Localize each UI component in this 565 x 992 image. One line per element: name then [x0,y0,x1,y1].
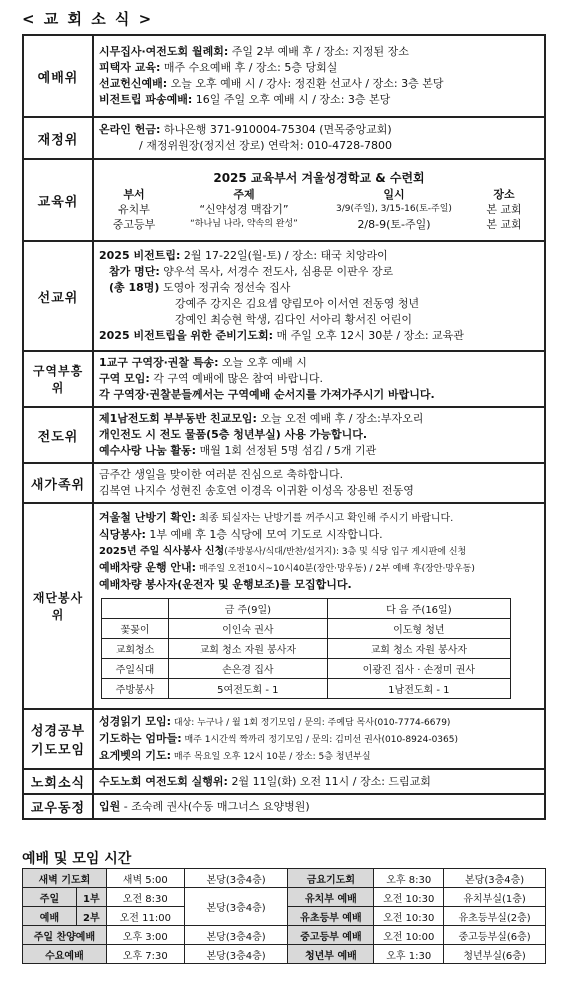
row-worship [23,35,545,117]
worship-line-bold: 시무집사·여전도회 월례회: [99,45,229,58]
presbytery-line-bold: 수도노회 여전도회 실행위: [99,774,228,788]
cat-presbytery: 노회소식 [23,769,93,794]
edu-cell: 중고등부 [112,217,156,231]
district-line-text: 각 구역 예배에 많은 참여 바랍니다. [149,372,323,385]
sched-place: 본당(3층4층) [184,945,288,964]
sched-time: 오후 8:30 [374,869,444,888]
edu-cell: 3/9(주일), 3/15-16(토-주일) [336,203,452,214]
education-content [93,159,545,241]
sched-time: 오후 3:00 [106,926,184,945]
worship-line-text: 주일 2부 예배 후 / 장소: 지정된 장소 [228,45,409,58]
sched-label: 1부 [76,888,106,907]
mission-line-text: 강예주 강지은 김요셉 양림모아 이서연 전동영 청년 [175,297,420,310]
duty-row [102,638,511,658]
sched-time: 오전 10:30 [374,907,444,926]
service-line-text: 예배차량 봉사자(운전자 및 운행보조)를 모집합니다. [99,577,352,591]
sched-place: 본당(3층4층) [184,869,288,888]
cat-bible [23,709,93,769]
worship-line-text: 오늘 오후 예배 시 / 강사: 정진환 선교사 / 장소: 3층 본당 [167,77,444,90]
sched-place: 중고등부실(6층) [444,926,546,945]
row-evangelism [23,407,545,463]
row-bible [23,709,545,769]
sched-place: 유초등부실(2층) [444,907,546,926]
cat-service: 재단봉사위 [23,503,93,709]
duty-cell: 교회 청소 자원 봉사자 [327,638,510,658]
evangelism-line-bold: 제1남전도회 부부동반 친교모임: [99,412,257,425]
duty-cell: 손은경 집사 [169,658,328,678]
mission-line-bold: 2025 비전트립을 위한 준비기도회: [99,329,274,342]
cat-worship: 예배위 [23,35,93,117]
edu-cell: 본 교회 [486,217,522,231]
evangelism-line-text: 오늘 오전 예배 후 / 장소:부자오리 [256,412,424,425]
service-line-text: 매주일 오전10시~10시40분(장안·망우동) / 2부 예배 후(장안·망우동) [196,563,475,574]
worship-line-bold: 선교헌신예배: [99,77,168,90]
district-line-text: 오늘 오후 예배 시 [218,356,307,369]
district-line-text: 각 구역장·권찰분들께서는 구역예배 순서지를 가져가주시기 바랍니다. [99,388,435,401]
bible-line-bold: 성경읽기 모임: [99,714,171,728]
finance-content [93,117,545,159]
sched-time: 오전 11:00 [106,907,184,926]
sched-label: 중고등부 예배 [288,926,374,945]
sched-label: 유치부 예배 [288,888,374,907]
duty-cell: 1남전도회 - 1 [327,678,510,698]
sched-time: 오전 8:30 [106,888,184,907]
duty-header [102,598,169,618]
sched-place: 본당(3층4층) [444,869,546,888]
sched-label: 주일 찬양예배 [23,926,107,945]
edu-header: 주제 [233,187,255,201]
newfamily-line: 금주간 생일을 맞이한 여러분 진심으로 축하합니다. [99,468,344,481]
row-members [23,794,545,819]
cat-evangelism: 전도위 [23,407,93,463]
edu-cell: “신약성경 맥잡기” [199,202,289,216]
edu-header: 부서 [123,187,145,201]
bible-line-text: 대상: 누구나 / 월 1회 정기모임 / 문의: 주예담 목사(010-7774-6679) [170,717,451,728]
service-line-bold: 예배차량 운행 안내: [99,560,197,574]
worship-line-bold: 피택자 교육: [99,61,161,74]
duty-header: 금 주(9일) [169,598,328,618]
worship-content [93,35,545,117]
service-content [93,503,545,709]
duty-cell: 이광진 집사 · 손정미 권사 [327,658,510,678]
cat-education: 교육위 [23,159,93,241]
mission-line-text: 양우석 목사, 서경수 전도사, 심용문 이판우 장로 [159,265,394,278]
sched-place: 본당(3층4층) [184,926,288,945]
edu-header: 일시 [383,187,405,201]
news-table [22,34,546,820]
duty-row [102,678,511,698]
mission-line-bold: 참가 명단: [109,265,160,278]
sched-label: 수요예배 [23,945,107,964]
duty-header-row [102,598,511,618]
cat-mission: 선교위 [23,241,93,351]
sched-time: 오전 10:30 [374,888,444,907]
sched-place: 청년부실(6층) [444,945,546,964]
sched-time: 오후 1:30 [374,945,444,964]
worship-line-text: 16일 주일 오후 예배 시 / 장소: 3층 본당 [192,93,391,106]
mission-line-text: 2월 17-22일(월-토) / 장소: 태국 치앙라이 [180,249,388,262]
bible-content [93,709,545,769]
evangelism-line-text: 매월 1회 선정된 5명 섬김 / 5개 기관 [196,444,377,457]
bible-label-line: 기도모임 [30,743,86,758]
bible-line-bold: 기도하는 엄마들: [99,731,182,745]
edu-header: 장소 [493,187,515,201]
sched-place: 본당(3층4층) [184,888,288,926]
duty-label: 교회청소 [102,638,169,658]
service-duty-table [101,598,511,699]
page-title: < 교 회 소 식 > [22,10,154,28]
duty-row [102,618,511,638]
mission-content [93,241,545,351]
mission-line-bold: (총 18명) [109,281,160,294]
sched-place: 유치부실(1층) [444,888,546,907]
duty-cell: 5여전도회 - 1 [169,678,328,698]
edu-cell: 유치부 [118,202,150,216]
schedule-row [23,945,546,964]
bible-label-line: 성경공부 [30,724,86,739]
service-line-bold: 겨울철 난방기 확인: [99,510,197,524]
sched-label: 예배 [23,907,77,926]
schedule-row [23,869,546,888]
duty-cell: 이도형 청년 [327,618,510,638]
service-line-text: 1부 예배 후 1층 식당에 모여 기도로 시작합니다. [145,527,383,541]
evangelism-content [93,407,545,463]
row-finance [23,117,545,159]
members-content [93,794,545,819]
worship-line-text: 매주 수요예배 후 / 장소: 5층 당회실 [160,61,338,74]
mission-line-text: 강예인 최승현 학생, 김다인 서아리 황서진 어린이 [175,313,412,326]
mission-line-text: 매 주일 오후 12시 30분 / 장소: 교육관 [273,329,464,342]
bible-line-bold: 요게벳의 기도: [99,748,171,762]
presbytery-content [93,769,545,794]
evangelism-line-text: 개인전도 시 전도 물품(5층 청년부실) 사용 가능합니다. [99,428,368,441]
bible-line-text: 매주 목요일 오후 12시 10분 / 장소: 5층 청년부실 [170,751,371,762]
mission-line-text: 도영아 정귀숙 정선숙 집사 [159,281,291,294]
district-content [93,351,545,407]
row-education [23,159,545,241]
row-newfamily [23,463,545,503]
education-title: 2025 교육부서 겨울성경학교 & 수련회 [213,170,425,185]
duty-cell: 이인숙 권사 [169,618,328,638]
sched-label: 금요기도회 [288,869,374,888]
sched-time: 오전 10:00 [374,926,444,945]
sched-label: 유초등부 예배 [288,907,374,926]
finance-contact: / 재정위원장(정지선 장로) 연락처: 010-4728-7800 [139,139,393,152]
finance-line-bold: 온라인 헌금: [99,123,161,136]
duty-label: 주일식대 [102,658,169,678]
cat-members: 교우동정 [23,794,93,819]
worship-line-bold: 비전트립 파송예배: [99,93,193,106]
sched-time: 새벽 5:00 [106,869,184,888]
sched-time: 오후 7:30 [106,945,184,964]
duty-cell: 교회 청소 자원 봉사자 [169,638,328,658]
row-presbytery [23,769,545,794]
cat-newfamily: 새가족위 [23,463,93,503]
edu-cell: 2/8-9(토-주일) [357,217,431,231]
edu-cell: “하나님 나라, 약속의 완성” [190,218,298,229]
sched-label: 새벽 기도회 [23,869,107,888]
sched-label: 2부 [76,907,106,926]
newfamily-names: 김복연 나지수 성현진 송호연 이경옥 이귀환 이성옥 장용빈 전동영 [99,484,414,497]
cat-district: 구역부흥위 [23,351,93,407]
service-line-bold: 2025년 주일 식사봉사 신청 [99,545,225,557]
edu-cell: 본 교회 [486,202,522,216]
schedule-title: 예배 및 모임 시간 [22,851,132,867]
duty-row [102,658,511,678]
newfamily-content [93,463,545,503]
service-line-text: (주방봉사/식대/반찬/설거지): 3층 및 식당 입구 게시판에 신청 [224,546,467,557]
cat-finance: 재정위 [23,117,93,159]
schedule-row [23,888,546,907]
sched-label: 주일 [23,888,77,907]
evangelism-line-bold: 예수사랑 나눔 활동: [99,444,197,457]
service-line-text: 최종 퇴실자는 난방기를 꺼주시고 확인해 주시기 바랍니다. [196,512,454,524]
row-district [23,351,545,407]
education-grid [99,187,539,232]
schedule-row [23,926,546,945]
schedule-table [22,868,546,964]
duty-header: 다 음 주(16일) [327,598,510,618]
row-mission [23,241,545,351]
duty-label: 꽃꽂이 [102,618,169,638]
bible-line-text: 매주 1시간씩 짝까리 정기모임 / 문의: 김미선 권사(010-8924-0365) [181,734,458,745]
finance-line-text: 하나은행 371-910004-75304 (면목중앙교회) [160,123,392,136]
mission-line-bold: 2025 비전트립: [99,249,181,262]
district-line-bold: 구역 모임: [99,372,150,385]
service-line-bold: 식당봉사: [99,527,146,541]
sched-label: 청년부 예배 [288,945,374,964]
duty-label: 주방봉사 [102,678,169,698]
presbytery-line-text: 2월 11일(화) 오전 11시 / 장소: 드림교회 [227,774,431,788]
district-line-bold: 1교구 구역장·권찰 특송: [99,356,219,369]
row-service [23,503,545,709]
members-line-text: - 조숙례 권사(수동 매그너스 요양병원) [120,799,310,813]
members-line-bold: 입원 [99,799,121,813]
